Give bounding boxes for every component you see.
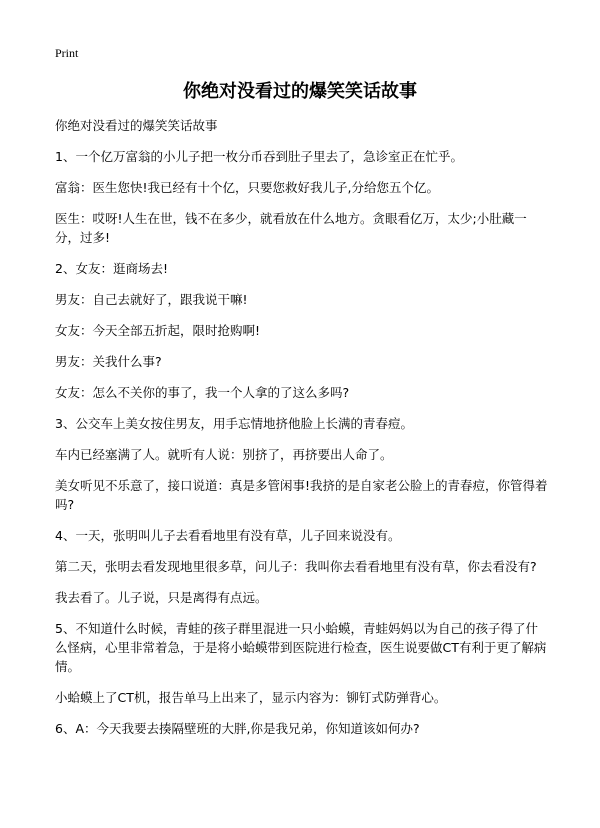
paragraph: 美女听见不乐意了，接口说道：真是多管闲事!我挤的是自家老公脸上的青春痘，你管得着吗? [55,478,548,512]
paragraph: 2、女友：逛商场去! [55,261,168,276]
document-body [55,116,548,750]
paragraph: 男友：关我什么事? [55,354,162,369]
paragraph: 女友：怎么不关你的事了，我一个人拿的了这么多吗? [55,385,350,400]
paragraph: 我去看了。儿子说，只是离得有点远。 [55,590,268,605]
paragraph: 6、A：今天我要去揍隔壁班的大胖,你是我兄弟，你知道该如何办? [55,721,420,736]
paragraph: 1、一个亿万富翁的小儿子把一枚分币吞到肚子里去了，急诊室正在忙乎。 [55,149,463,164]
paragraph: 第二天，张明去看发现地里很多草，问儿子：我叫你去看看地里有没有草，你去看没有? [55,559,537,574]
paragraph: 富翁：医生您快!我已经有十个亿，只要您救好我儿子,分给您五个亿。 [55,180,439,195]
paragraph: 3、公交车上美女按住男友，用手忘情地挤他脸上长满的青春痘。 [55,416,413,431]
document-title: 你绝对没看过的爆笑笑话故事 [183,81,417,102]
paragraph: 5、不知道什么时候，青蛙的孩子群里混进一只小蛤蟆，青蛙妈妈以为自己的孩子得了什么怪病，心里非常着急，于是将小蛤蟆带到医院进行检查，医生说要做CT有利于更了解病情。 [55,621,547,674]
paragraph: 4、一天，张明叫儿子去看看地里有没有草，儿子回来说没有。 [55,528,401,543]
paragraph: 女友：今天全部五折起，限时抢购啊! [55,323,261,338]
paragraph-subtitle: 你绝对没看过的爆笑笑话故事 [55,118,218,133]
paragraph: 医生：哎呀!人生在世，钱不在多少，就看放在什么地方。贪眼看亿万，太少;小肚藏一分，过多! [55,211,527,245]
paragraph: 小蛤蟆上了CT机，报告单马上出来了，显示内容为：铆钉式防弹背心。 [55,690,447,705]
paragraph: 车内已经塞满了人。就听有人说：别挤了，再挤要出人命了。 [55,447,393,462]
print-label: Print [55,46,79,60]
paragraph: 男友：自己去就好了，跟我说干嘛! [55,292,248,307]
